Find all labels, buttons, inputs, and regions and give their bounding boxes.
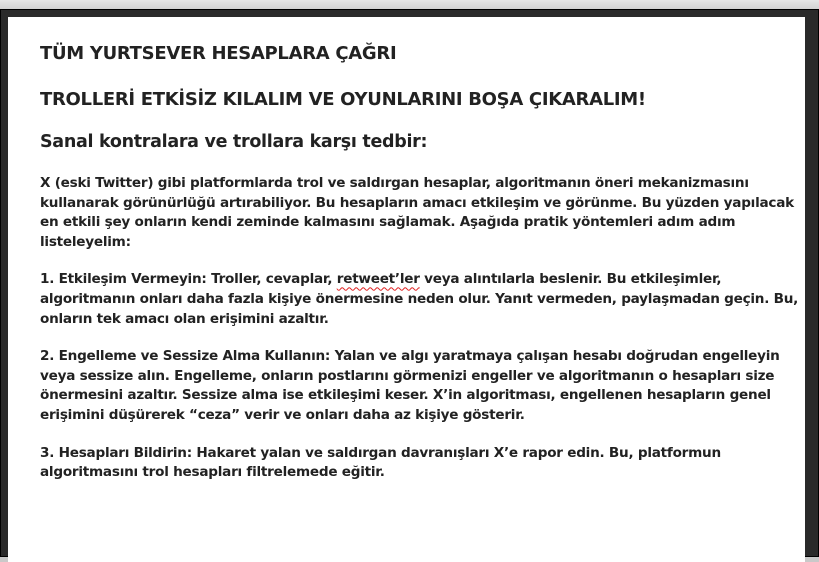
document-frame [0, 9, 819, 557]
document-content [40, 43, 800, 483]
step-1-paragraph [40, 270, 800, 329]
heading-call: TÜM YURTSEVER HESAPLARA ÇAĞRI [40, 43, 397, 64]
intro-paragraph: X (eski Twitter) gibi platformlarda trol ve saldırgan hesaplar, algoritmanın öneri mekanizmasını kullanarak görünürlüğü artırabiliyor. Bu hesapların amacı etkileşim ve görünme. Bu yüzden yapılacak en etkili şey onların kendi zeminde kalmasını sağlamak. Aşağıda pratik yöntemleri adım adım listeleyelim: [40, 175, 794, 250]
heading-slogan: TROLLERİ ETKİSİZ KILALIM VE OYUNLARINI BOŞA ÇIKARALIM! [40, 89, 646, 110]
step-3-paragraph: 3. Hesapları Bildirin: Hakaret yalan ve saldırgan davranışları X’e rapor edin. Bu, platformun algoritmasını trol hesapları filtrelemede eğitir. [40, 444, 721, 481]
spellcheck-flagged-word[interactable]: retweet’ler [336, 271, 420, 288]
subheading: Sanal kontralara ve trollara karşı tedbir: [40, 132, 428, 152]
step-2-paragraph: 2. Engelleme ve Sessize Alma Kullanın: Yalan ve algı yaratmaya çalışan hesabı doğrudan engelleyin veya sessize alın. Engelleme, onların postlarını görmenizi engeller ve algoritmanın o hesapları size önermesini azaltır. Sessize alma ise etkileşimi keser. X’in algoritması, engellenen hesapların genel erişimini düşürerek “ceza” verir ve onları daha az kişiye gösterir. [40, 348, 780, 423]
step-1-text-after: veya alıntılarla beslenir. Bu etkileşimler, algoritmanın onları daha fazla kişiye önermesine neden olur. Yanıt vermeden, paylaşmadan geçin. Bu, onların tek amacı olan erişimini azaltır. [40, 271, 799, 327]
window-top-strip [0, 0, 819, 9]
document-page[interactable] [8, 17, 805, 562]
step-1-text-before: 1. Etkileşim Vermeyin: Troller, cevaplar, [40, 271, 337, 288]
